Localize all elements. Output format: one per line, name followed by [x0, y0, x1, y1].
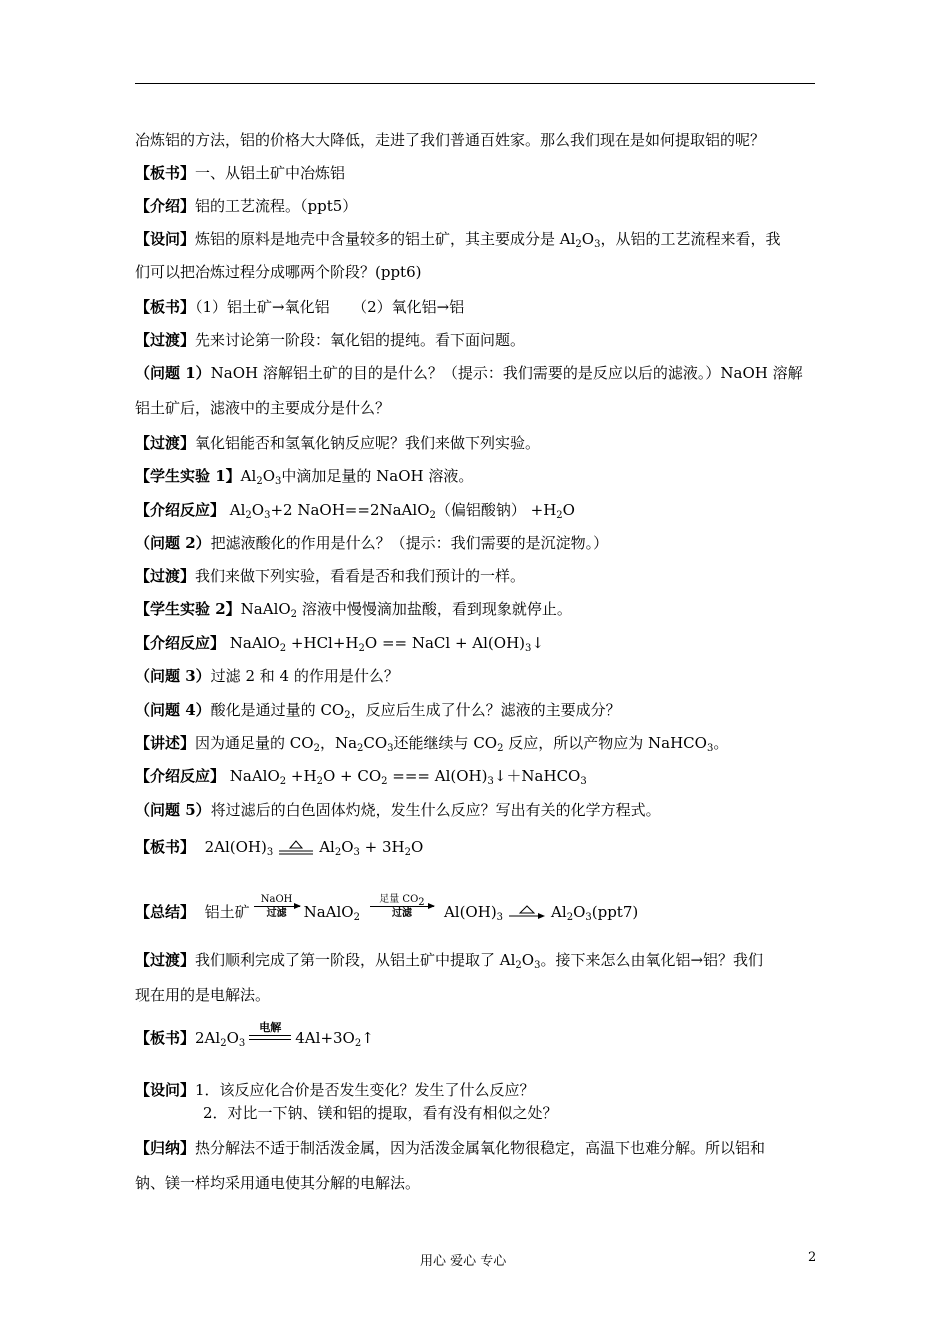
transition-note-3: 【过渡】我们来做下列实验，看看是否和我们预计的一样。 [135, 567, 526, 585]
board-note-2: 【板书】（1）铝土矿→氧化铝 （2）氧化铝→铝 [135, 298, 465, 316]
transition-note-2: 【过渡】氧化铝能否和氢氧化钠反应呢？我们来做下列实验。 [135, 434, 541, 452]
arrow-co2-filter: 足量 $CO_2$ 过滤 [370, 894, 434, 919]
board-note-1: 【板书】一、从铝土矿中冶炼铝 [135, 164, 346, 182]
question-note-1: 【设问】炼铝的原料是地壳中含量较多的铝土矿，其主要成分是 $Al_2O_3$，从铝的工艺流程来看，我 [135, 230, 781, 250]
problem-4: （问题 4）酸化是通过量的 $CO_2$，反应后生成了什么？滤液的主要成分？ [135, 701, 621, 721]
board-note-4: 【板书】$2Al_2O_3$ 电解 $4Al+3O_2↑$ [135, 1021, 374, 1049]
footer-motto: 用心 爱心 专心 [420, 1254, 507, 1269]
problem-5: （问题 5）将过滤后的白色固体灼烧，发生什么反应？写出有关的化学方程式。 [135, 801, 661, 819]
board-note-3: 【板书】 $2Al(OH)_3$ $Al_2O_3 + 3H_2O$ [135, 838, 424, 858]
summary-note: 【归纳】热分解法不适于制活泼金属，因为活泼金属氧化物很稳定，高温下也难分解。所以铝和 [135, 1139, 766, 1157]
transition-note-1: 【过渡】先来讨论第一阶段：氧化铝的提纯。看下面问题。 [135, 331, 526, 349]
problem-1: （问题 1）NaOH 溶解铝土矿的目的是什么？（提示：我们需要的是反应以后的滤液。）NaOH 溶解 [135, 364, 803, 382]
question-item-2: 2．对比一下钠、镁和铝的提取，看有没有相似之处？ [203, 1104, 558, 1122]
arrow-naoh-filter: NaOH 过滤 [254, 894, 300, 919]
transition-note-4: 【过渡】我们顺利完成了第一阶段，从铝土矿中提取了 $Al_2O_3$。接下来怎么由氧化铝→铝？我们 [135, 951, 764, 971]
text-line: 冶炼铝的方法，铝的价格大大降低，走进了我们普通百姓家。那么我们现在是如何提取铝的呢？ [135, 131, 766, 149]
intro-note-1: 【介绍】铝的工艺流程。（ppt5） [135, 197, 358, 215]
reaction-3: 【介绍反应】 NaAlO$_2$ $+H_2O + CO_2$ === $Al(OH)_3↓+NaHCO_3$ [135, 767, 587, 787]
text-line: 们可以把冶炼过程分成哪两个阶段？(ppt6) [135, 263, 422, 281]
header-rule [135, 83, 815, 84]
summary-flow: 【总结】 铝土矿 NaOH 过滤 NaAlO$_2$ 足量 $CO_2$ 过滤 $Al(OH)_3$ $Al_2O_3(ppt7)$ [135, 893, 639, 923]
electrolysis-condition: 电解 [249, 1022, 291, 1040]
student-experiment-1: 【学生实验 1】$Al_2O_3$中滴加足量的 NaOH 溶液。 [135, 467, 474, 487]
lecture-note: 【讲述】因为通足量的 $CO_2$，$Na_2CO_3$还能继续与 $CO_2$ 反应，所以产物应为 NaHCO$_3$。 [135, 734, 729, 754]
problem-2: （问题 2）把滤液酸化的作用是什么？（提示：我们需要的是沉淀物。） [135, 534, 609, 552]
reaction-1: 【介绍反应】 $Al_2O_3+2$ NaOH==2NaAlO$_2$（偏铝酸钠） $+H_2O$ [135, 501, 575, 521]
reaction-2: 【介绍反应】 NaAlO$_2$ $+HCl+H_2O$ == NaCl + $Al(OH)_3↓$ [135, 634, 544, 654]
text-line: 铝土矿后，滤液中的主要成分是什么？ [135, 399, 391, 417]
problem-3: （问题 3）过滤 2 和 4 的作用是什么？ [135, 667, 399, 685]
text-line: 钠、镁一样均采用通电使其分解的电解法。 [135, 1174, 421, 1192]
page-number: 2 [808, 1250, 817, 1265]
heat-condition-icon [277, 839, 315, 857]
question-note-2: 【设问】1．该反应化合价是否发生变化？发生了什么反应？ [135, 1081, 535, 1099]
text-line: 现在用的是电解法。 [135, 986, 271, 1004]
student-experiment-2: 【学生实验 2】NaAlO$_2$ 溶液中慢慢滴加盐酸，看到现象就停止。 [135, 600, 572, 620]
heat-arrow-icon [507, 904, 547, 922]
